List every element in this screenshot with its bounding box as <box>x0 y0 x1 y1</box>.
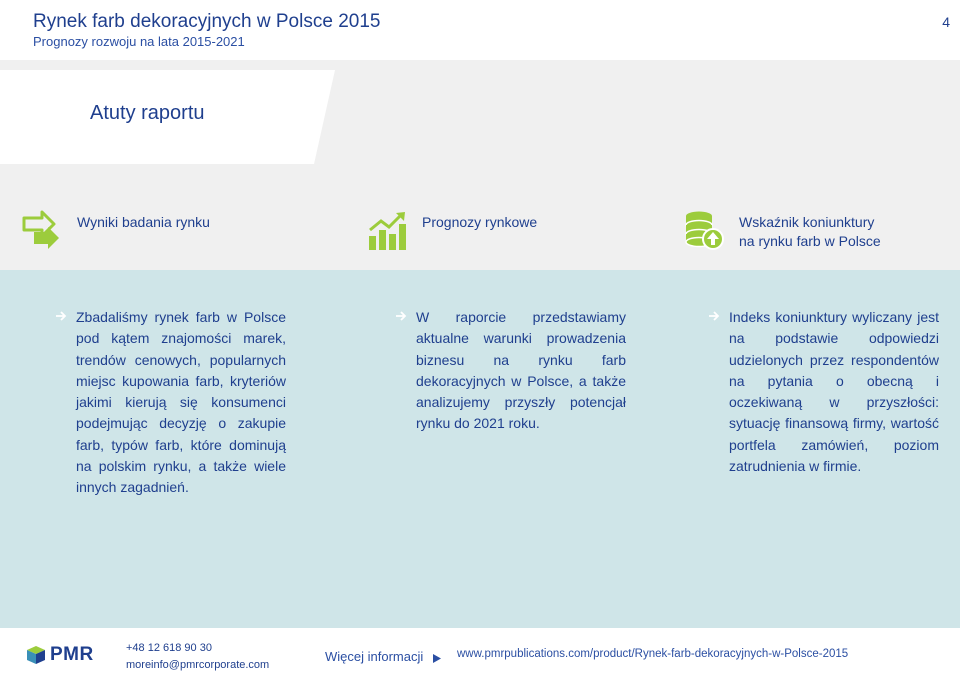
product-url-link[interactable]: www.pmrpublications.com/product/Rynek-farb-dekoracyjnych-w-Polsce-2015 <box>457 648 849 660</box>
cube-logo-icon <box>26 645 46 665</box>
feature-label-line: Wskaźnik koniunktury <box>739 214 875 230</box>
contact-email[interactable]: moreinfo@pmrcorporate.com <box>126 659 270 671</box>
column-text: W raporcie przedstawiamy aktualne warunki prowadzenia biznesu na rynku farb dekoracyjnych w Polsce, a także analizujemy przyszły potencjał rynku do 2021 roku. <box>416 309 626 432</box>
column-text: Zbadaliśmy rynek farb w Polsce pod kątem znajomości marek, trendów cenowych, popularnych miejsc kupowania farb, kryteriów jakimi kierują się konsumenci podejmując decyzję o zakupie farb, typów farb, które dominują na polskim rynku, a także wiele innych zagadnień. <box>76 309 286 496</box>
logo-text: PMR <box>50 644 94 665</box>
feature-forecasts <box>367 210 537 252</box>
arrow-right-icon <box>395 310 407 322</box>
arrow-right-icon <box>55 310 67 322</box>
coin-stack-icon <box>684 210 726 252</box>
report-subtitle: Prognozy rozwoju na lata 2015-2021 <box>33 34 245 49</box>
header <box>0 0 960 60</box>
page-number: 4 <box>942 14 950 30</box>
contact-phone: +48 12 618 90 30 <box>126 642 212 654</box>
feature-label-line: Wyniki badania rynku <box>77 214 210 230</box>
feature-label-line: na rynku farb w Polsce <box>739 233 881 249</box>
pmr-logo <box>26 644 94 666</box>
report-title: Rynek farb dekoracyjnych w Polsce 2015 <box>33 11 381 32</box>
column-forecasts <box>416 307 626 435</box>
arrows-icon <box>22 210 64 252</box>
chevron-right-icon[interactable] <box>433 654 441 663</box>
feature-label <box>77 213 210 232</box>
feature-label <box>739 213 881 251</box>
column-index <box>729 307 939 477</box>
footer <box>0 628 960 679</box>
section-heading: Atuty raportu <box>90 102 205 124</box>
column-market-research <box>76 307 286 499</box>
column-text: Indeks koniunktury wyliczany jest na podstawie odpowiedzi udzielonych przez respondentów na pytania o obecną i oczekiwaną w przyszłości: sytuację finansową firmy, wartość portfela zamówień, poziom zatrudnienia w firmie. <box>729 309 939 475</box>
more-info-link[interactable]: Więcej informacji <box>325 649 424 664</box>
feature-label <box>422 213 537 232</box>
growth-chart-icon <box>367 210 409 252</box>
feature-label-line: Prognozy rynkowe <box>422 214 538 230</box>
arrow-right-icon <box>708 310 720 322</box>
feature-market-research <box>22 210 210 252</box>
feature-index <box>684 210 881 252</box>
